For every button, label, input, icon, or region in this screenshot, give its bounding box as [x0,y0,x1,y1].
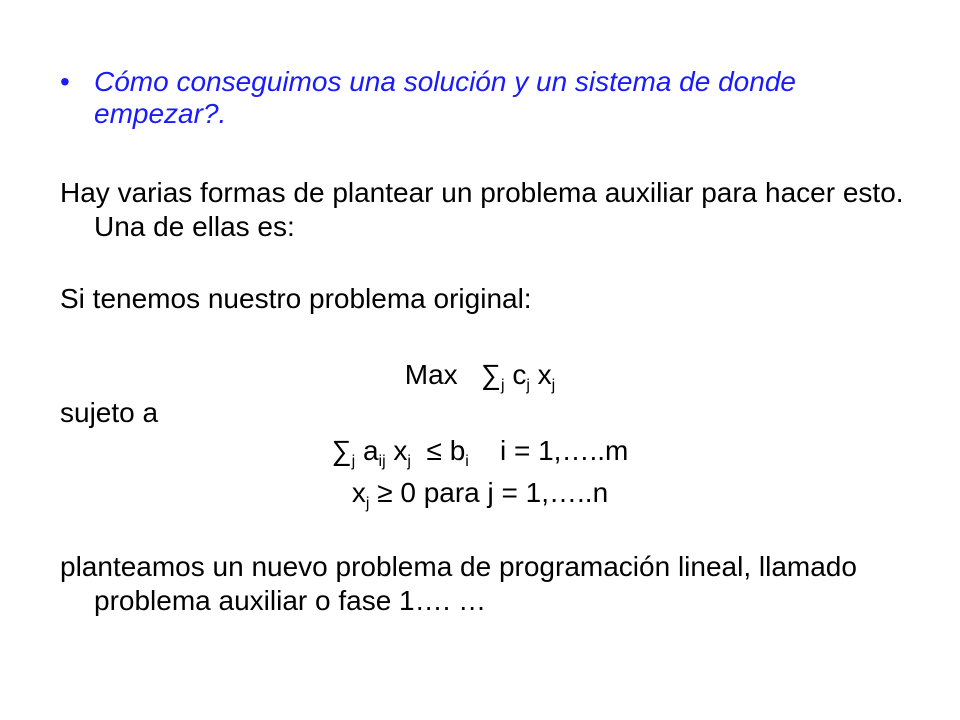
x-variable: x [393,435,408,466]
subject-to-label: sujeto a [60,397,159,428]
bullet-point [60,66,920,130]
max-label: Max [404,359,458,390]
c-variable: c [512,359,527,390]
x-subscript: j [365,495,370,512]
c-subscript: j [526,377,530,394]
sum-subscript: j [500,377,505,394]
objective-function [0,358,960,392]
x-variable: x [537,359,552,390]
a-subscript: ij [378,453,386,470]
a-variable: a [362,435,379,466]
sum-symbol: ∑ [481,359,501,390]
sum-symbol: ∑ [331,435,352,466]
paragraph-original-problem: Si tenemos nuestro problema original: [60,283,532,314]
constraint-range: i = 1,…..m [499,435,629,466]
sum-subscript: j [351,453,356,470]
paragraph-auxiliary-problem: planteamos un nuevo problema de programación lineal, llamado problema auxiliar o fase 1…. … [60,551,857,616]
nonnegativity-text: ≥ 0 para j = 1,…..n [377,477,609,508]
constraint-2 [0,476,960,510]
x-subscript: j [551,377,556,394]
le-symbol: ≤ [426,435,442,466]
x-variable: x [351,477,366,508]
paragraph-intro: Hay varias formas de plantear un problema auxiliar para hacer esto. Una de ellas es: [60,177,904,242]
bullet-marker: • [60,66,70,97]
constraint-1 [0,434,960,468]
bullet-text: Cómo conseguimos una solución y un sistema de donde empezar?. [94,66,796,129]
x-subscript: j [407,453,411,470]
b-subscript: i [465,453,469,470]
b-variable: b [449,435,466,466]
